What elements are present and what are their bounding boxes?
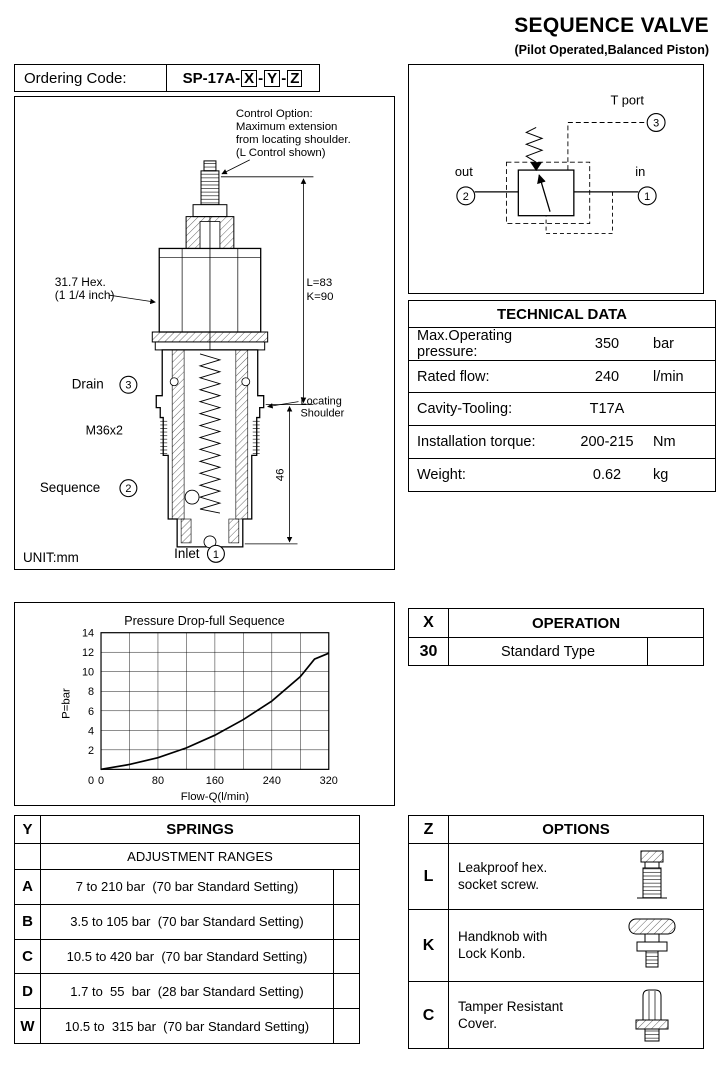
in-port-badge: 1	[644, 190, 651, 203]
springs-title: SPRINGS	[166, 821, 234, 838]
ordering-code	[14, 64, 320, 92]
tech-row-label: Max.Operating pressure:	[417, 327, 513, 360]
dim-k-label: K=90	[306, 291, 334, 304]
svg-text:14: 14	[81, 627, 95, 640]
chart-canvas	[15, 603, 394, 805]
pressure-drop-chart	[14, 602, 395, 806]
table-row	[409, 638, 703, 666]
svg-text:0: 0	[97, 775, 105, 788]
tech-row-label: Rated flow:	[417, 368, 490, 385]
spring-row-key: C	[15, 940, 41, 974]
title-block	[514, 14, 709, 57]
option-row-key: C	[409, 982, 449, 1049]
technical-data-title: TECHNICAL DATA	[409, 301, 715, 328]
operation-col-key: X	[409, 609, 449, 637]
option-desc-line: socket screw.	[458, 876, 540, 892]
option-row-key: L	[409, 844, 449, 909]
option-desc-line: Tamper Resistant	[458, 998, 564, 1014]
svg-text:P=bar: P=bar	[60, 688, 73, 719]
out-port-badge: 2	[462, 190, 469, 203]
tech-row-value: 350	[594, 335, 620, 352]
svg-text:160: 160	[205, 775, 224, 788]
spring-row-tail	[333, 974, 359, 1008]
spring-row-range: 10.5 to 315 bar (70 bar Standard Setting)	[64, 1019, 310, 1035]
option-row-desc	[449, 844, 599, 909]
spring-row-tail	[333, 870, 359, 904]
option-row-desc	[449, 982, 599, 1049]
t-port-badge: 3	[653, 117, 660, 130]
page-subtitle: (Pilot Operated,Balanced Piston)	[514, 43, 709, 57]
page-title: SEQUENCE VALVE	[514, 14, 709, 37]
hydraulic-symbol	[475, 122, 646, 233]
spring-row-tail	[333, 940, 359, 974]
table-row	[15, 974, 359, 1009]
operation-row-tail	[647, 638, 703, 666]
table-row	[15, 816, 359, 844]
control-option-note: Control Option:	[235, 108, 313, 121]
operation-table	[408, 608, 704, 666]
table-row	[15, 1009, 359, 1044]
locating-shoulder-label: Locating	[300, 395, 342, 408]
options-col-key: Z	[409, 816, 449, 843]
svg-text:6: 6	[88, 705, 95, 718]
spring-row-tail	[333, 905, 359, 939]
svg-text:8: 8	[88, 686, 95, 699]
valve-drawing	[15, 97, 394, 569]
svg-text:10: 10	[81, 666, 95, 679]
springs-table	[14, 815, 360, 1044]
svg-text:0: 0	[88, 775, 95, 788]
table-row	[15, 870, 359, 905]
spring-row-range: 3.5 to 105 bar (70 bar Standard Setting)	[70, 914, 304, 930]
control-option-note: from locating shoulder.	[235, 134, 351, 147]
operation-row-value: Standard Type	[500, 644, 596, 660]
tamper-resistant-cover-icon	[599, 982, 703, 1049]
technical-data-table	[408, 300, 716, 492]
tech-row-label: Cavity-Tooling:	[417, 401, 513, 418]
drain-port-badge: 3	[125, 379, 132, 392]
option-row	[409, 844, 703, 910]
table-row	[409, 361, 715, 394]
hex-size-label: (1 1/4 inch)	[54, 288, 115, 303]
locating-shoulder-label: Shoulder	[300, 407, 345, 420]
sequence-port-badge: 2	[125, 483, 132, 496]
tech-row-unit: l/min	[653, 368, 684, 385]
tech-row-unit: bar	[653, 335, 674, 352]
inlet-port-badge: 1	[212, 548, 219, 561]
option-row-desc	[449, 910, 599, 981]
chart-title: Pressure Drop-full Sequence	[124, 614, 285, 628]
tech-row-value: 0.62	[592, 467, 622, 484]
table-row	[409, 609, 703, 638]
svg-text:2: 2	[88, 744, 95, 757]
table-row	[15, 905, 359, 940]
springs-subtitle: ADJUSTMENT RANGES	[127, 849, 273, 864]
spring-row-key: A	[15, 870, 41, 904]
valve-drawing-panel	[14, 96, 395, 570]
springs-sub-key	[15, 844, 41, 869]
tech-row-value: T17A	[589, 401, 625, 418]
drain-label: Drain	[71, 376, 104, 392]
option-row	[409, 982, 703, 1049]
table-row	[15, 844, 359, 870]
option-row-key: K	[409, 910, 449, 981]
svg-text:80: 80	[151, 775, 165, 788]
tech-row-unit: Nm	[653, 433, 676, 450]
unit-label: UNIT:mm	[22, 549, 79, 565]
table-row	[409, 816, 703, 844]
svg-text:12: 12	[81, 647, 95, 660]
table-row	[409, 393, 715, 426]
spring-row-range: 1.7 to 55 bar (28 bar Standard Setting)	[70, 983, 304, 999]
option-desc-line: Cover.	[458, 1015, 498, 1031]
ordering-code-y: Y	[264, 70, 280, 87]
hex-size-label: 31.7 Hex.	[54, 275, 106, 290]
spring-row-key: D	[15, 974, 41, 1008]
options-title: OPTIONS	[542, 821, 610, 838]
ordering-code-x: X	[241, 70, 257, 87]
svg-text:4: 4	[88, 725, 95, 738]
ordering-code-prefix: SP-17A-	[182, 69, 241, 87]
option-desc-line: Handknob with	[458, 928, 548, 944]
svg-text:320: 320	[319, 775, 338, 788]
hydraulic-schematic	[409, 65, 703, 293]
ordering-code-value	[167, 65, 319, 91]
dim-l-label: L=83	[306, 277, 333, 290]
spring-row-range: 7 to 210 bar (70 bar Standard Setting)	[75, 879, 299, 895]
ordering-code-z: Z	[287, 70, 302, 87]
control-option-note: Maximum extension	[235, 121, 338, 134]
inlet-label: Inlet	[174, 545, 200, 561]
tech-row-label: Weight:	[417, 467, 466, 484]
out-port-label: out	[454, 164, 473, 180]
springs-col-key: Y	[15, 816, 41, 843]
table-row	[409, 426, 715, 459]
in-port-label: in	[635, 164, 646, 180]
spring-row-key: W	[15, 1009, 41, 1044]
tech-row-value: 200-215	[580, 433, 634, 450]
valve-cross-section	[152, 161, 267, 548]
operation-title: OPERATION	[531, 614, 621, 632]
dim-46-label: 46	[274, 468, 287, 482]
hex-socket-screw-icon	[599, 844, 703, 909]
ordering-code-sep: -	[258, 69, 264, 87]
handknob-icon	[599, 910, 703, 981]
options-table	[408, 815, 704, 1049]
option-desc-line: Leakproof hex.	[458, 859, 548, 875]
thread-size-label: M36x2	[85, 423, 123, 438]
ordering-code-sep: -	[281, 69, 287, 87]
table-row	[409, 459, 715, 492]
t-port-label: T port	[610, 92, 644, 108]
table-row	[409, 328, 715, 361]
option-row	[409, 910, 703, 982]
table-row	[15, 940, 359, 975]
tech-row-value: 240	[594, 368, 620, 385]
control-option-note: (L Control shown)	[235, 146, 326, 159]
operation-row-key: 30	[409, 638, 449, 666]
tech-row-label: Installation torque:	[417, 433, 536, 450]
svg-text:Flow-Q(l/min): Flow-Q(l/min)	[180, 791, 250, 804]
tech-row-unit: kg	[653, 467, 669, 484]
hydraulic-schematic-panel	[408, 64, 704, 294]
spring-row-tail	[333, 1009, 359, 1044]
spring-row-range: 10.5 to 420 bar (70 bar Standard Setting)	[66, 948, 308, 964]
ordering-code-label: Ordering Code:	[15, 65, 167, 91]
option-desc-line: Lock Konb.	[458, 945, 526, 961]
spring-row-key: B	[15, 905, 41, 939]
sequence-label: Sequence	[39, 480, 101, 496]
svg-text:240: 240	[262, 775, 281, 788]
